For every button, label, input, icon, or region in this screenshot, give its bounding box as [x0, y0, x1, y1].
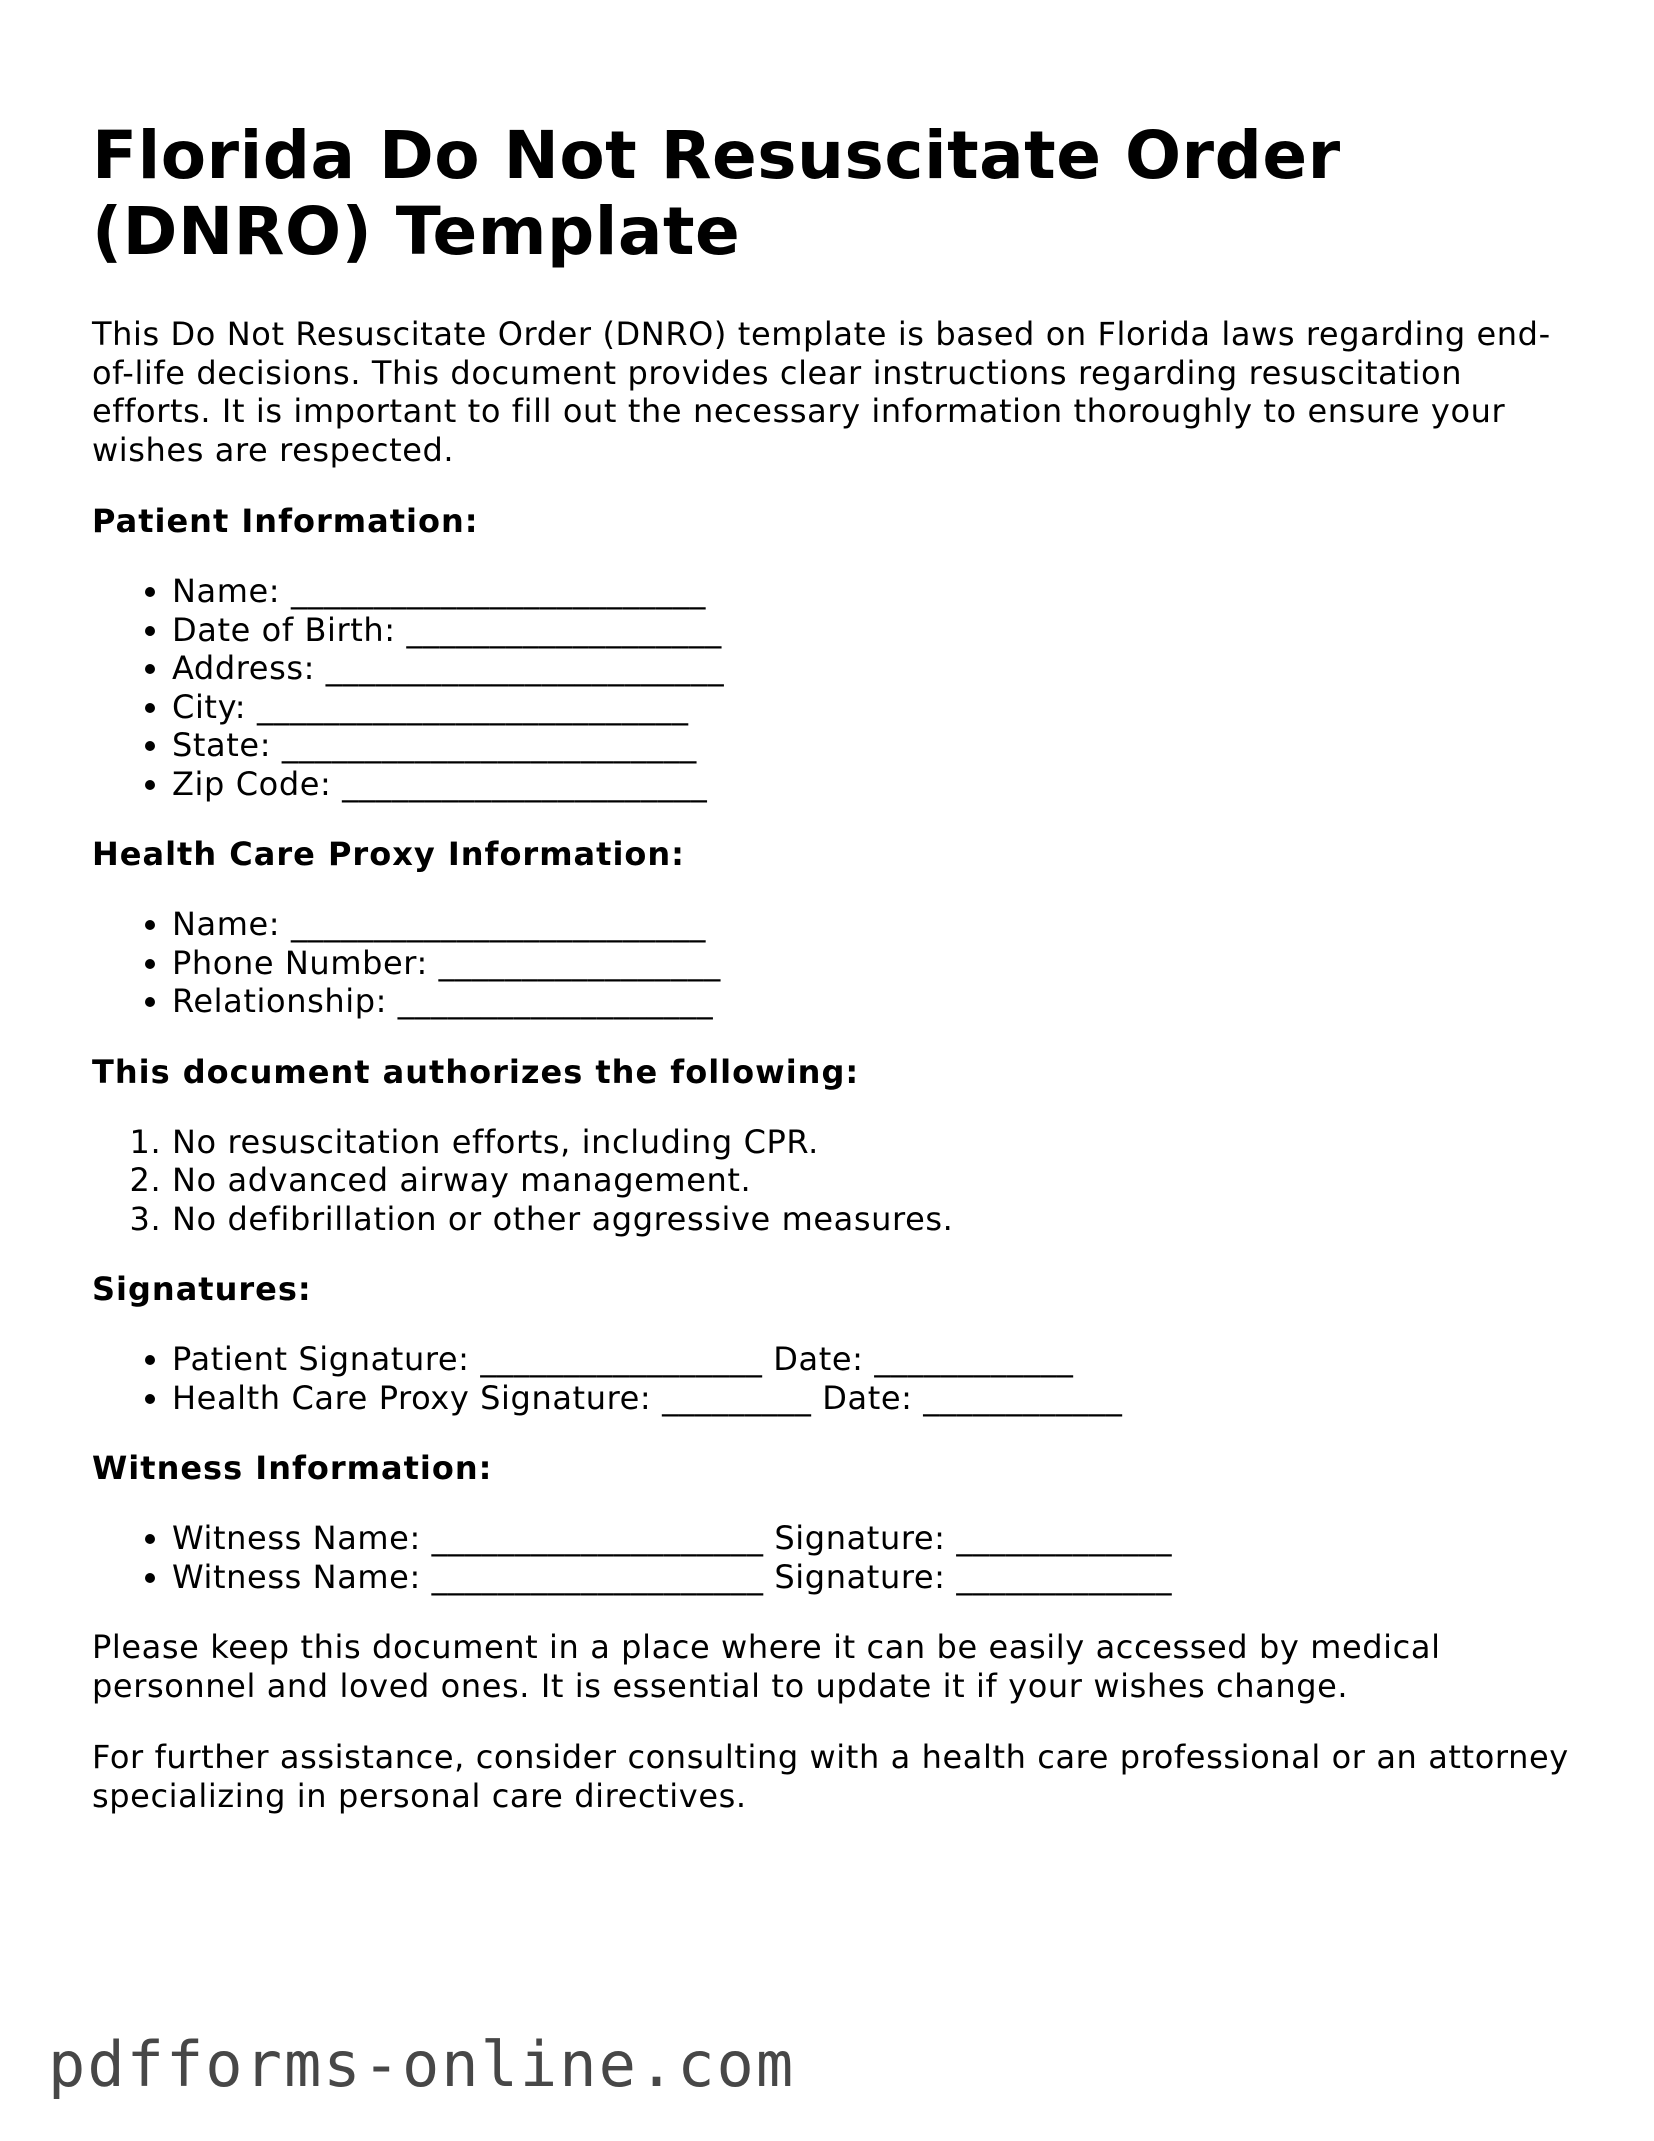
closing-paragraph-storage: Please keep this document in a place where it can be easily accessed by medical personnel and loved ones. It is essential to update it if your wishes change. [92, 1628, 1441, 1705]
proxy-info-heading: Health Care Proxy Information: [92, 835, 685, 873]
patient-address-field[interactable]: • Address: ________________________ [172, 649, 1572, 688]
proxy-relationship-field[interactable]: • Relationship: ___________________ [172, 982, 1572, 1021]
intro-paragraph: This Do Not Resuscitate Order (DNRO) template is based on Florida laws regarding end-of-life decisions. This document provides clear instructions regarding resuscitation efforts. It is important to fill out the necessary information thoroughly to ensure your wishes are respected. [92, 315, 1551, 469]
authorizations-heading: This document authorizes the following: [92, 1052, 860, 1091]
signatures-heading: Signatures: [92, 1270, 312, 1308]
witness-1-field[interactable]: • Witness Name: ____________________ Signature: _____________ [172, 1519, 1572, 1558]
patient-dob-field[interactable]: • Date of Birth: ___________________ [172, 611, 1572, 650]
page-title: Florida Do Not Resuscitate Order (DNRO) Template [92, 117, 1341, 270]
signatures-list [92, 1340, 1572, 1417]
document-page [92, 118, 1572, 1815]
proxy-info-list [92, 905, 1572, 1021]
authorization-item: 2. No advanced airway management. [172, 1161, 1572, 1200]
authorizations-list [92, 1123, 1572, 1239]
patient-signature-field[interactable]: • Patient Signature: _________________ Date: ____________ [172, 1340, 1572, 1379]
patient-state-field[interactable]: • State: _________________________ [172, 726, 1572, 765]
proxy-phone-field[interactable]: • Phone Number: _________________ [172, 944, 1572, 983]
patient-zip-field[interactable]: • Zip Code: ______________________ [172, 765, 1572, 804]
patient-info-heading: Patient Information: [92, 502, 479, 540]
watermark-text: pdfforms-online.com [48, 2028, 796, 2101]
authorization-item: 1. No resuscitation efforts, including CPR. [172, 1123, 1572, 1162]
witness-info-heading: Witness Information: [92, 1449, 493, 1487]
closing-paragraph-assistance: For further assistance, consider consulting with a health care professional or an attorney specializing in personal care directives. [92, 1738, 1569, 1815]
witness-2-field[interactable]: • Witness Name: ____________________ Signature: _____________ [172, 1558, 1572, 1597]
patient-city-field[interactable]: • City: __________________________ [172, 688, 1572, 727]
authorization-item: 3. No defibrillation or other aggressive measures. [172, 1200, 1572, 1239]
proxy-name-field[interactable]: • Name: _________________________ [172, 905, 1572, 944]
witness-info-list [92, 1519, 1572, 1596]
patient-info-list [92, 572, 1572, 803]
proxy-signature-field[interactable]: • Health Care Proxy Signature: _________ Date: ____________ [172, 1379, 1572, 1418]
patient-name-field[interactable]: • Name: _________________________ [172, 572, 1572, 611]
